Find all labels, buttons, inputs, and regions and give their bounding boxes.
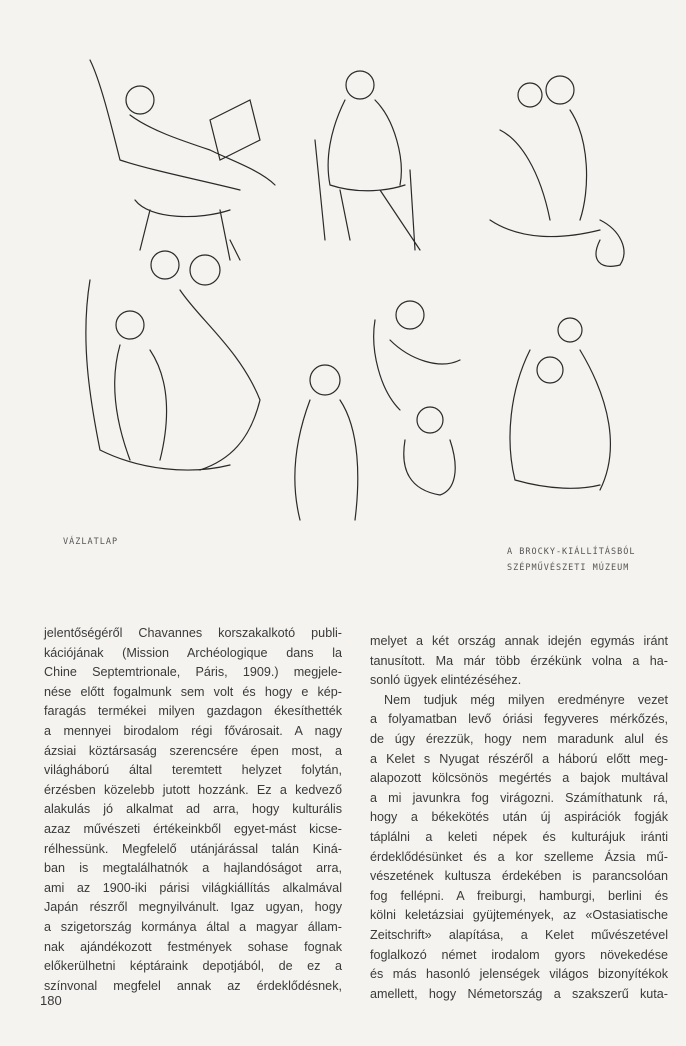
text-line: fog fellépni. A freiburgi, hamburgi, berlini és (370, 888, 668, 903)
text-line: a szigetország kormánya által a magyar állam- (44, 919, 342, 934)
text-line: de úgy érezzük, hogy nem maradunk alul és (370, 731, 668, 746)
text-line: sonló ügyek elintézéséhez. (370, 673, 522, 688)
text-line: tanusított. Ma már több érzékünk volna a ha- (370, 653, 668, 668)
text-line: rélhessünk. Megfelelő utánjárással talán Kiná- (44, 841, 342, 856)
caption-museum: SZÉPMŰVÉSZETI MÚZEUM (507, 563, 630, 573)
caption-exhibition-source: A BROCKY-KIÁLLÍTÁSBÓL (507, 547, 636, 557)
text-line: érzésben közelebb jutott hozzánk. Ez a kedvező (44, 782, 342, 797)
text-line: jelentőségéről Chavannes korszakalkotó publi- (44, 626, 342, 640)
text-line: a Kelet s Nyugat részéről a háború előtt meg- (370, 751, 668, 766)
text-line: Chine Septemtrionale, Páris, 1909.) megjele- (44, 665, 342, 680)
sketch-seated-women-group (86, 251, 260, 470)
caption-sketch-sheet: VÁZLATLAP (63, 537, 119, 547)
text-line: Nem tudjuk még milyen eredményre vezet (384, 692, 668, 707)
text-line: hogy a békekötés után új aspirációk fogják (370, 810, 668, 825)
left-text-column (44, 624, 342, 996)
text-line: alapozott kölcsönös megértés a bajok multával (370, 771, 668, 786)
text-line: ázsiai köztársaság szerencsére épen most, a (44, 743, 342, 758)
sketch-figure-outline (295, 365, 358, 520)
text-line: a folyamatban levő óriási fegyveres mérkőzés, (370, 712, 668, 727)
sketch-sheet-illustration (60, 20, 660, 525)
text-line: kációjának (Mission Archéologique dans la (44, 645, 342, 660)
text-line: vészetének kultusza érdekében is parancsolóan (370, 869, 668, 884)
text-line: érdeklődésünket és a kor szelleme Ázsia mű- (370, 849, 668, 864)
sketch-seated-woman (315, 71, 420, 250)
sketch-man-reading-in-chair (90, 60, 275, 260)
text-line: ban is megtalálhatnók a hajlandóságot arra, (44, 861, 342, 876)
text-line: nése előtt fogalmunk sem volt és hogy e kép- (44, 684, 342, 699)
text-line: Japán részről megnyilvánult. Igaz ugyan, hogy (44, 900, 342, 915)
text-line: világháború által teremtett helyzet folytán, (44, 763, 342, 778)
text-line: Zeitschrift» alapítása, a Kelet művészetével (370, 927, 668, 942)
text-line: táplálni a keleti népek és kulturájuk iránti (370, 829, 668, 844)
text-line: foglalkozó német irodalom gyors növekedése (370, 947, 668, 962)
text-line: azaz művészeti értékeinkből egyet-mást kicse- (44, 821, 342, 836)
text-line: a mennyei birodalom régi fővárosait. A nagy (44, 723, 342, 738)
text-line: kölni keletázsiai gyüjtemények, az «Ostasiatische (370, 908, 668, 923)
text-line: ami az 1900-iki párisi világkiállítás alkalmával (44, 880, 342, 895)
text-line: amellett, hogy Németország a szakszerű kuta- (370, 986, 668, 1001)
text-line: alakulás jó alkalmat ad arra, hogy kulturális (44, 802, 342, 817)
text-line: nak ajándékozott festmények sohase fognak (44, 939, 342, 954)
right-text-column (370, 632, 668, 1004)
text-line: előkerülhetni képtáraink depotjából, de ez a (44, 959, 342, 974)
sketch-children-and-mother (374, 301, 611, 495)
text-line: és más hasonló jelenségek világos bizonyítékok (370, 967, 668, 982)
sketch-two-children (490, 76, 624, 266)
text-line: melyet a két ország annak idején egymás iránt (370, 634, 668, 648)
text-line: színvonal megfelel annak az érdeklődésnek, (44, 978, 342, 993)
text-line: faragás termékei milyen gazdagon ékesíthették (44, 704, 342, 719)
page-number: 180 (40, 993, 62, 1008)
text-line: a mi javunkra fog virágozni. Számíthatunk rá, (370, 790, 668, 805)
